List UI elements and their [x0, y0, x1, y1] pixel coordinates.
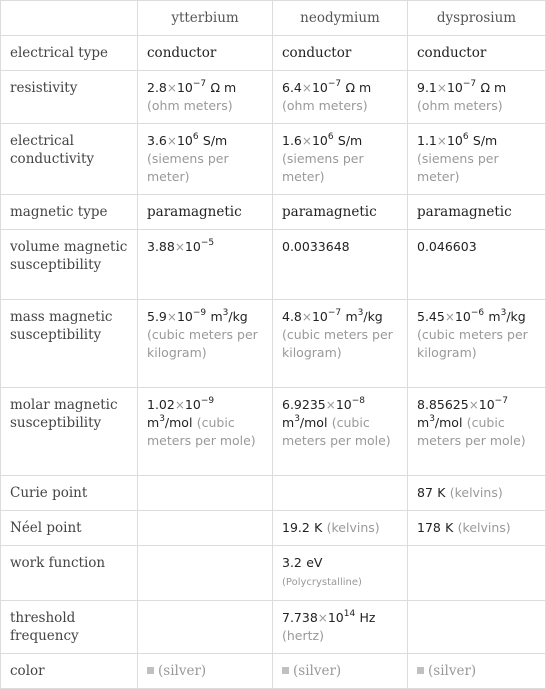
cell-value: (silver) — [138, 654, 273, 689]
cell-value: $1.6\times 10^6$ S/m (siemens per meter) — [273, 124, 408, 195]
row-label: work function — [1, 546, 138, 601]
column-header-neodymium: neodymium — [273, 1, 408, 36]
cell-value: $4.8\times 10^{-7}$ $m^3/kg$ (cubic meters per kilogram) — [273, 300, 408, 388]
row-label: electrical conductivity — [1, 124, 138, 195]
cell-value: $1.1\times 10^6$ S/m (siemens per meter) — [408, 124, 546, 195]
cell-value: $6.9235\times 10^{-8}$ $m^3$/mol (cubic meters per mole) — [273, 388, 408, 476]
cell-value: paramagnetic — [138, 195, 273, 230]
header-row — [1, 1, 546, 36]
cell-value: conductor — [273, 36, 408, 71]
cell-value — [138, 601, 273, 654]
cell-value: 3.2 eV (Polycrystalline) — [273, 546, 408, 601]
cell-value — [138, 511, 273, 546]
cell-value: 0.046603 — [408, 230, 546, 300]
row-label: mass magnetic susceptibility — [1, 300, 138, 388]
table-row — [1, 601, 546, 654]
cell-value — [273, 476, 408, 511]
cell-value: $2.8\times 10^{-7}$ Ω m (ohm meters) — [138, 71, 273, 124]
cell-value: paramagnetic — [408, 195, 546, 230]
cell-value: conductor — [138, 36, 273, 71]
row-label: resistivity — [1, 71, 138, 124]
cell-value: $1.02\times 10^{-9}$ $m^3$/mol (cubic meters per mole) — [138, 388, 273, 476]
cell-value: (silver) — [273, 654, 408, 689]
row-label: threshold frequency — [1, 601, 138, 654]
cell-value: $5.9\times 10^{-9}$ $m^3/kg$ (cubic meters per kilogram) — [138, 300, 273, 388]
table-row — [1, 546, 546, 601]
row-label: Néel point — [1, 511, 138, 546]
table-row — [1, 388, 546, 476]
cell-value: $3.88\times 10^{-5}$ — [138, 230, 273, 300]
column-header-ytterbium: ytterbium — [138, 1, 273, 36]
cell-value: $9.1\times 10^{-7}$ Ω m (ohm meters) — [408, 71, 546, 124]
column-header-dysprosium: dysprosium — [408, 1, 546, 36]
row-label: Curie point — [1, 476, 138, 511]
table-row — [1, 36, 546, 71]
cell-value: conductor — [408, 36, 546, 71]
row-label: electrical type — [1, 36, 138, 71]
cell-value — [408, 546, 546, 601]
cell-value: 178 K (kelvins) — [408, 511, 546, 546]
table-row — [1, 230, 546, 300]
row-label: magnetic type — [1, 195, 138, 230]
row-label: molar magnetic susceptibility — [1, 388, 138, 476]
table-row — [1, 511, 546, 546]
cell-value: paramagnetic — [273, 195, 408, 230]
table-row — [1, 71, 546, 124]
cell-value: $7.738\times 10^{14}$ Hz (hertz) — [273, 601, 408, 654]
table-row — [1, 195, 546, 230]
cell-value — [408, 601, 546, 654]
table-row — [1, 124, 546, 195]
cell-value — [138, 546, 273, 601]
row-label: color — [1, 654, 138, 689]
table-row — [1, 476, 546, 511]
row-label: volume magnetic susceptibility — [1, 230, 138, 300]
cell-value: (silver) — [408, 654, 546, 689]
cell-value: 19.2 K (kelvins) — [273, 511, 408, 546]
table-row — [1, 300, 546, 388]
cell-value — [138, 476, 273, 511]
cell-value: $5.45\times 10^{-6}$ $m^3/kg$ (cubic meters per kilogram) — [408, 300, 546, 388]
corner-cell — [1, 1, 138, 36]
table-row — [1, 654, 546, 689]
cell-value: $8.85625\times 10^{-7}$ $m^3$/mol (cubic meters per mole) — [408, 388, 546, 476]
cell-value: $6.4\times 10^{-7}$ Ω m (ohm meters) — [273, 71, 408, 124]
cell-value: $3.6\times 10^6$ S/m (siemens per meter) — [138, 124, 273, 195]
cell-value: 87 K (kelvins) — [408, 476, 546, 511]
cell-value: 0.0033648 — [273, 230, 408, 300]
